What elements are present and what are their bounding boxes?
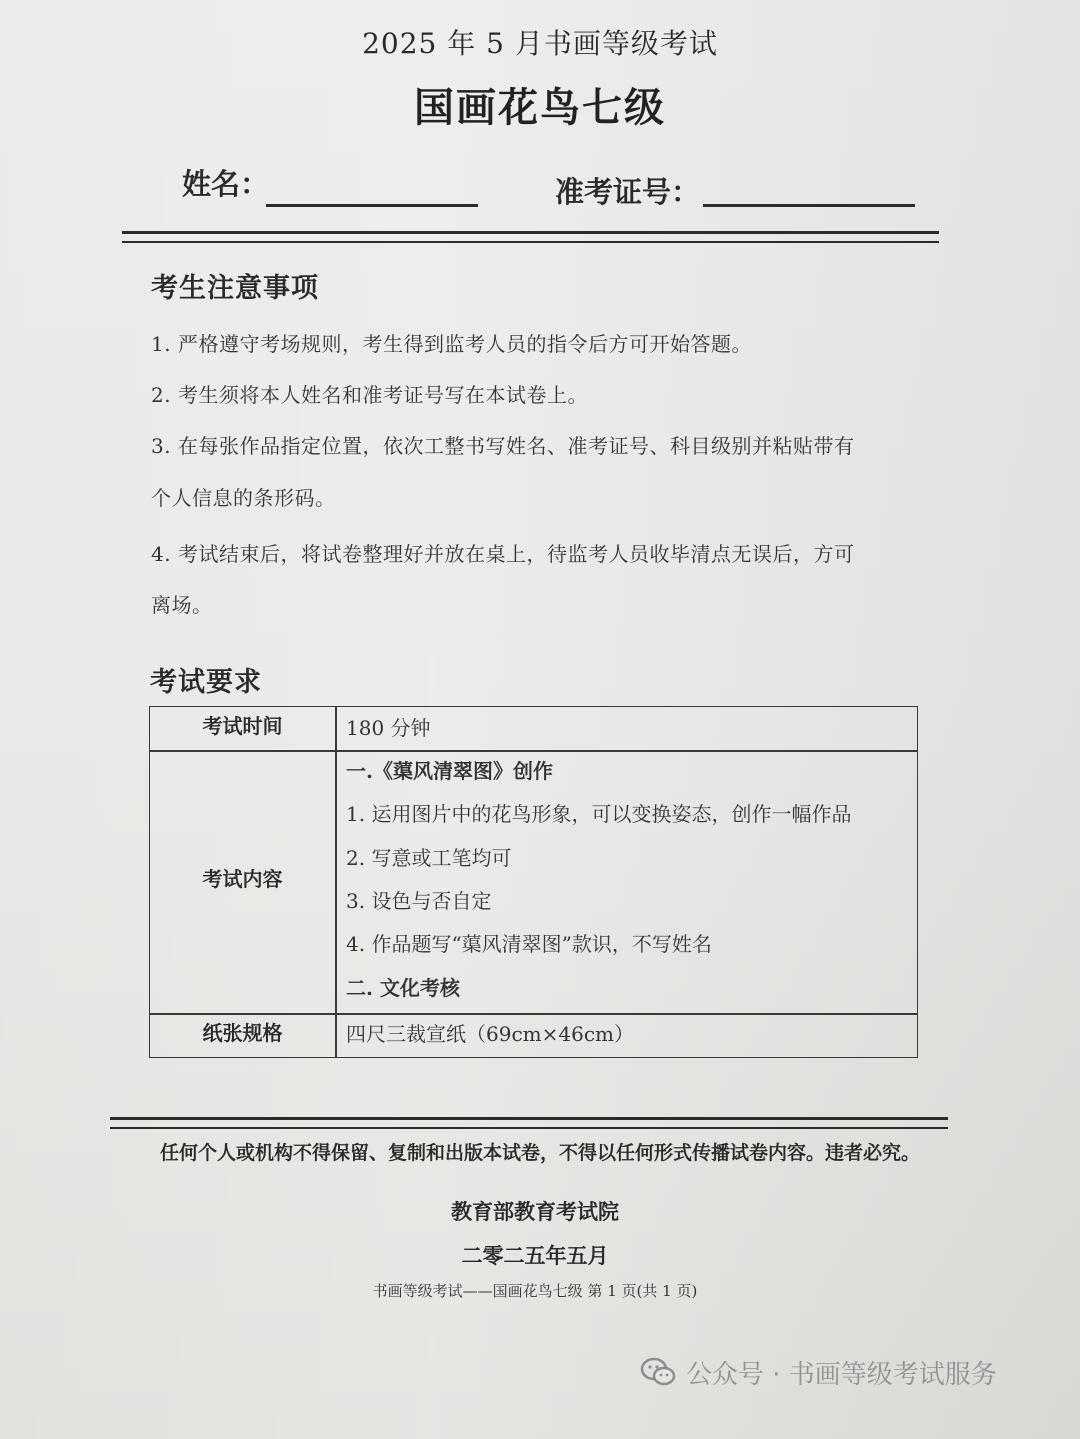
notice-line: 2. 考生须将本人姓名和准考证号写在本试卷上。 [151,383,588,407]
exam-subtitle: 2025 年 5 月书画等级考试 [362,27,718,60]
wechat-icon [640,1357,676,1387]
content-label: 考试内容 [202,867,283,891]
content-line: 二. 文化考核 [346,976,460,1000]
notice-line: 离场。 [151,593,213,617]
notice-line: 1. 严格遵守考场规则，考生得到监考人员的指令后方可开始答题。 [151,332,752,356]
page-footer: 书画等级考试——国画花鸟七级 第 1 页(共 1 页) [372,1282,698,1300]
notice-heading: 考生注意事项 [151,273,319,304]
paper-value: 四尺三裁宣纸（69cm×46cm） [346,1022,634,1046]
content-line: 4. 作品题写“蕖风清翠图”款识，不写姓名 [346,932,712,956]
name-label: 姓名： [182,167,270,201]
name-blank-line [266,204,478,207]
notice-line: 4. 考试结束后，将试卷整理好并放在桌上，待监考人员收毕清点无误后，方可 [151,542,855,566]
exam-id-label: 准考证号： [555,175,701,209]
content-line: 一.《蕖风清翠图》创作 [346,759,553,783]
notice-line: 3. 在每张作品指定位置，依次工整书写姓名、准考证号、科目级别并粘贴带有 [151,434,855,458]
paper-label: 纸张规格 [202,1021,283,1045]
notice-line: 个人信息的条形码。 [151,486,336,510]
content-line: 1. 运用图片中的花鸟形象，可以变换姿态，创作一幅作品 [346,802,852,826]
content-line: 2. 写意或工笔均可 [346,846,512,870]
watermark [640,1352,997,1392]
exam-id-blank-line [703,204,915,207]
footer-double-rule [110,1117,948,1129]
table-row-divider [150,1013,917,1015]
issue-date: 二零二五年五月 [461,1243,609,1268]
time-value: 180 分钟 [346,716,431,740]
requirements-heading: 考试要求 [150,667,262,698]
copyright-notice: 任何个人或机构不得保留、复制和出版本试卷，不得以任何形式传播试卷内容。违者必究。 [159,1142,920,1164]
table-column-divider [335,707,337,1057]
watermark-text: 公众号 · 书画等级考试服务 [686,1359,997,1390]
table-row-divider [150,750,917,752]
content-line: 3. 设色与否自定 [346,889,492,913]
exam-title: 国画花鸟七级 [414,84,666,131]
issuer: 教育部教育考试院 [451,1199,619,1224]
requirements-table [149,706,918,1058]
time-label: 考试时间 [202,714,283,738]
header-double-rule [122,231,939,243]
